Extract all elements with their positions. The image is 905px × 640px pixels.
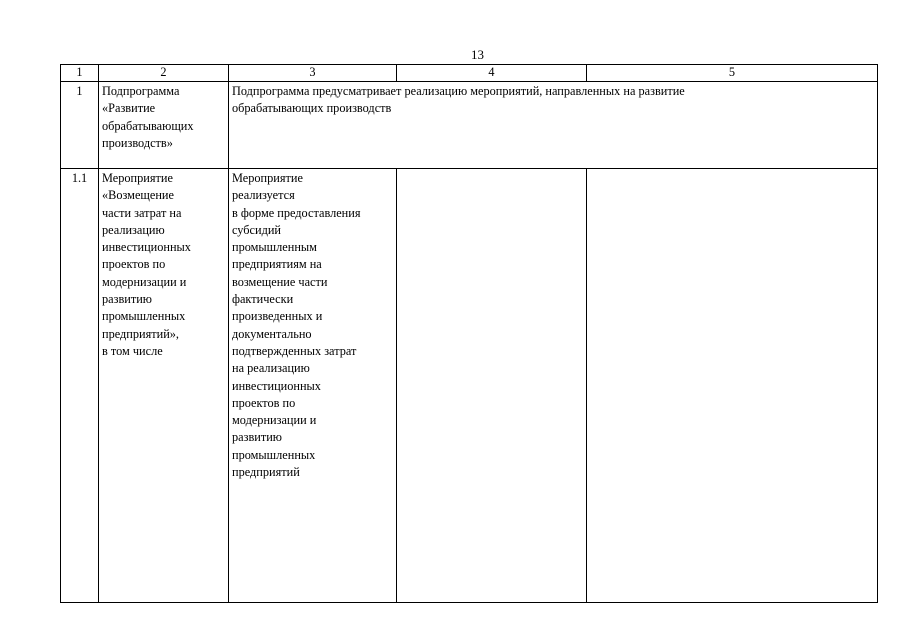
header-cell-3: 3 bbox=[229, 65, 397, 82]
row-number: 1.1 bbox=[61, 169, 99, 603]
table-header-row bbox=[61, 65, 878, 82]
measure-description: Мероприятие реализуется в форме предоставления субсидий промышленным предприятиям на возмещение части фактически произведенных и документально подтвержденных затрат на реализацию инвестиционных проектов по модернизации и развитию промышленных предприятий bbox=[229, 169, 397, 603]
row-number: 1 bbox=[61, 82, 99, 169]
subprogram-description: Подпрограмма предусматривает реализацию мероприятий, направленных на развитие обрабатывающих производств bbox=[229, 82, 878, 169]
table-row-measure bbox=[61, 169, 878, 603]
table-row-subprogram bbox=[61, 82, 878, 169]
program-table bbox=[60, 64, 878, 603]
measure-col4 bbox=[397, 169, 587, 603]
header-cell-4: 4 bbox=[397, 65, 587, 82]
header-cell-5: 5 bbox=[587, 65, 878, 82]
header-cell-2: 2 bbox=[99, 65, 229, 82]
measure-name: Мероприятие «Возмещение части затрат на реализацию инвестиционных проектов по модернизации и развитию промышленных предприятий», в том числе bbox=[99, 169, 229, 603]
header-cell-1: 1 bbox=[61, 65, 99, 82]
page-number: 13 bbox=[471, 47, 484, 62]
subprogram-name: Подпрограмма «Развитие обрабатывающих производств» bbox=[99, 82, 229, 169]
measure-col5 bbox=[587, 169, 878, 603]
